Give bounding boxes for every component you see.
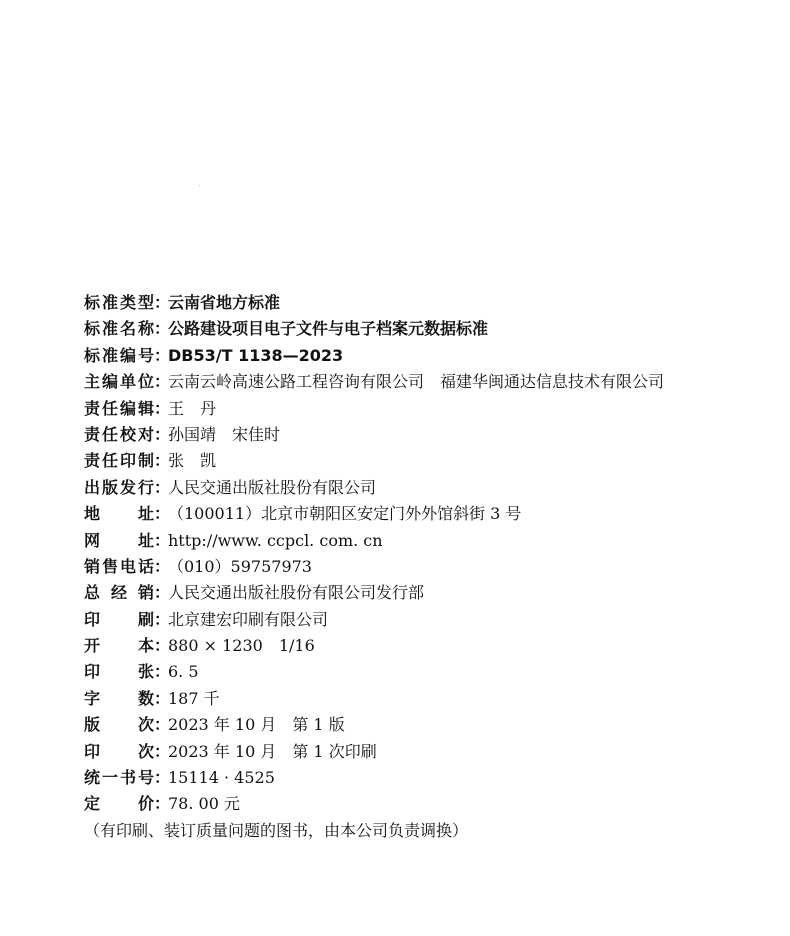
colophon-row <box>84 475 774 501</box>
row-label: 印 刷 <box>84 609 154 629</box>
row-value: 6. 5 <box>168 662 199 682</box>
quality-note: （有印刷、装订质量问题的图书，由本公司负责调换） <box>84 820 469 840</box>
colophon-row <box>84 343 774 369</box>
colophon-block <box>84 290 774 844</box>
colophon-row <box>84 633 774 659</box>
row-label: 网 址 <box>84 530 154 550</box>
colophon-row <box>84 554 774 580</box>
row-value: 880 × 1230 1/16 <box>168 636 315 656</box>
colophon-row <box>84 765 774 791</box>
row-value: 孙国靖 宋佳时 <box>168 424 281 444</box>
row-value: 78. 00 元 <box>168 794 240 814</box>
row-value: （010）59757973 <box>168 556 312 576</box>
row-colon: ： <box>154 319 171 339</box>
row-label: 标 准 编 号 <box>84 345 154 365</box>
colophon-row <box>84 396 774 422</box>
row-label: 印 张 <box>84 662 154 682</box>
colophon-row <box>84 501 774 527</box>
colophon-row <box>84 316 774 342</box>
colophon-row <box>84 528 774 554</box>
colophon-row <box>84 712 774 738</box>
colophon-rows <box>84 290 774 818</box>
row-value: （100011）北京市朝阳区安定门外外馆斜街 3 号 <box>168 504 522 524</box>
row-value: 2023 年 10 月 第 1 版 <box>168 715 345 735</box>
row-label: 总 经 销 <box>84 583 154 603</box>
row-value: 北京建宏印刷有限公司 <box>168 609 329 629</box>
row-label: 主 编 单 位 <box>84 372 154 392</box>
row-value: 人民交通出版社股份有限公司 <box>168 477 377 497</box>
row-colon: ： <box>154 609 171 629</box>
row-label: 销 售 电 话 <box>84 556 154 576</box>
row-label: 定 价 <box>84 794 154 814</box>
row-value: 王 丹 <box>168 398 217 418</box>
row-label: 出 版 发 行 <box>84 477 154 497</box>
row-label: 统 一 书 号 <box>84 768 154 788</box>
row-colon: ： <box>154 583 171 603</box>
colophon-row <box>84 580 774 606</box>
row-value: 人民交通出版社股份有限公司发行部 <box>168 583 425 603</box>
colophon-row <box>84 659 774 685</box>
row-colon: ： <box>154 794 171 814</box>
row-label: 字 数 <box>84 688 154 708</box>
colophon-row <box>84 369 774 395</box>
row-label: 地 址 <box>84 504 154 524</box>
colophon-row <box>84 290 774 316</box>
row-value: DB53/T 1138—2023 <box>168 345 344 365</box>
row-label: 开 本 <box>84 636 154 656</box>
row-colon: ： <box>154 741 171 761</box>
colophon-row <box>84 607 774 633</box>
row-label: 责 任 校 对 <box>84 424 154 444</box>
colophon-row <box>84 791 774 817</box>
row-value: 张 凯 <box>168 451 217 471</box>
row-colon: ： <box>154 293 171 312</box>
row-value: http://www. ccpcl. com. cn <box>168 530 383 550</box>
row-label: 标 准 名 称 <box>84 319 154 339</box>
row-label: 责 任 印 制 <box>84 451 154 471</box>
row-colon: ： <box>154 662 171 682</box>
row-value: 公路建设项目电子文件与电子档案元数据标准 <box>168 319 489 339</box>
row-label: 印 次 <box>84 741 154 761</box>
row-colon: ： <box>154 424 171 444</box>
row-value: 云南云岭高速公路工程咨询有限公司 福建华闽通达信息技术有限公司 <box>168 372 665 392</box>
row-value: 云南省地方标准 <box>168 293 281 312</box>
row-colon: ： <box>154 451 171 471</box>
row-colon: ： <box>154 504 171 524</box>
colophon-row <box>84 448 774 474</box>
scan-speck <box>199 185 200 186</box>
colophon-row <box>84 686 774 712</box>
row-colon: ： <box>154 715 171 735</box>
row-label: 标 准 类 型 <box>84 293 154 312</box>
row-value: 187 千 <box>168 688 220 708</box>
row-colon: ： <box>154 636 171 656</box>
row-label: 责 任 编 辑 <box>84 398 154 418</box>
row-colon: ： <box>154 372 171 392</box>
row-colon: ： <box>154 398 171 418</box>
row-colon: ： <box>154 477 171 497</box>
colophon-row <box>84 422 774 448</box>
row-colon: ： <box>154 530 171 550</box>
row-value: 2023 年 10 月 第 1 次印刷 <box>168 741 377 761</box>
row-colon: ： <box>154 768 171 788</box>
row-colon: ： <box>154 688 171 708</box>
row-value: 15114 · 4525 <box>168 768 275 788</box>
row-label: 版 次 <box>84 715 154 735</box>
colophon-row <box>84 739 774 765</box>
row-colon: ： <box>154 556 171 576</box>
row-colon: ： <box>154 345 171 365</box>
